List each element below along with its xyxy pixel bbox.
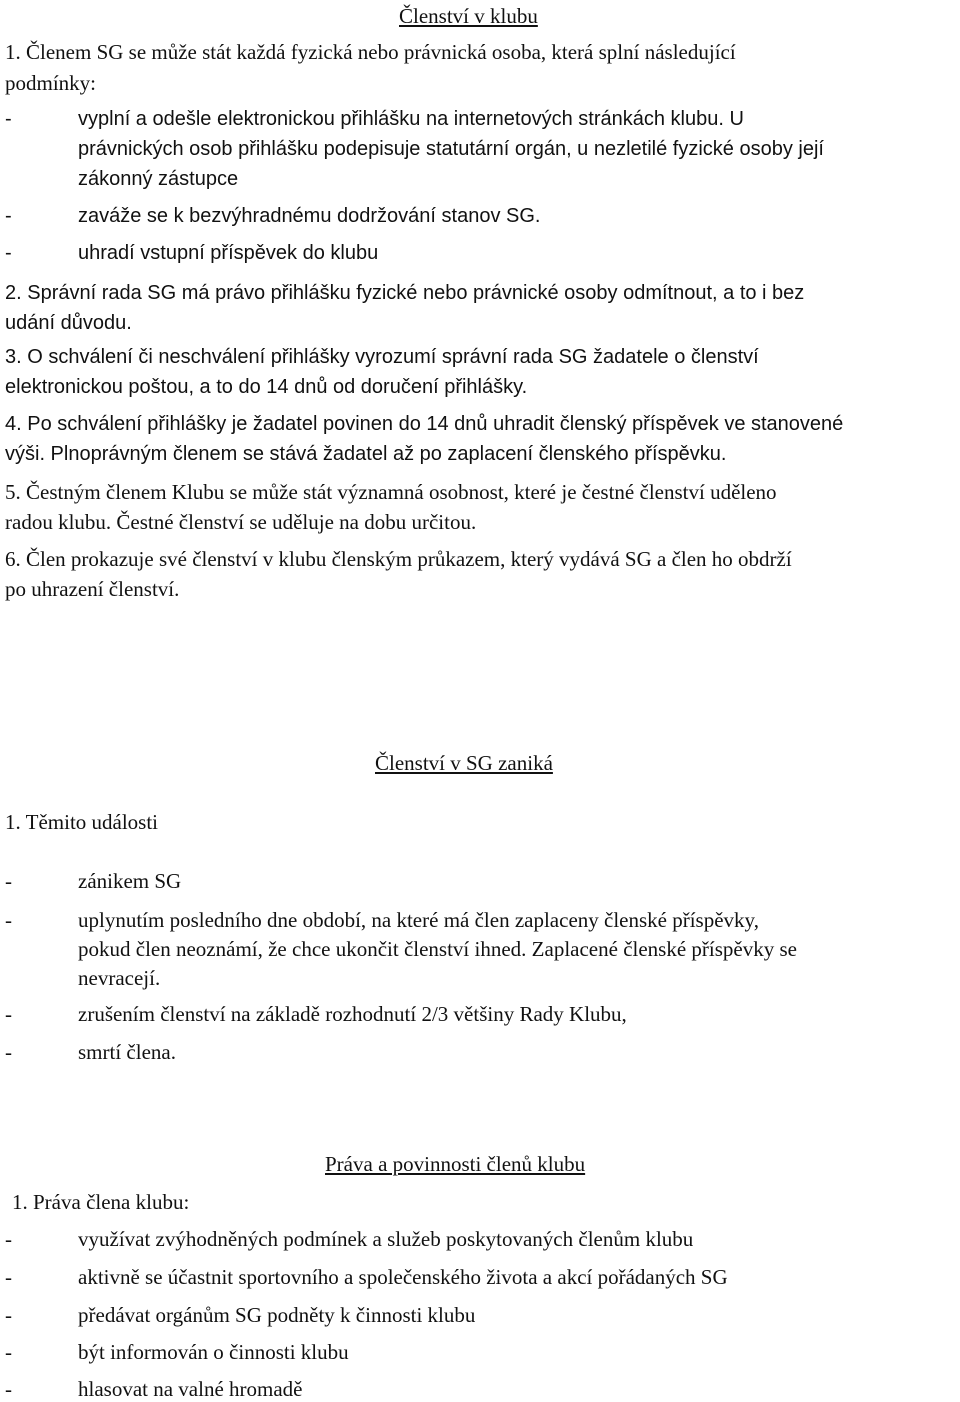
- end-bullet3: zrušením členství na základě rozhodnutí 2/3 většiny Rady Klubu,: [78, 1002, 627, 1026]
- dash: -: [5, 1227, 12, 1251]
- item3-line2: elektronickou poštou, a to do 14 dnů od doručení přihlášky.: [5, 376, 528, 398]
- bullet1-line3: zákonný zástupce: [78, 168, 239, 190]
- dash: -: [5, 108, 12, 130]
- end-bullet2-line1: uplynutím posledního dne období, na které má člen zaplaceny členské příspěvky,: [78, 908, 759, 932]
- rights-bullet5: hlasovat na valné hromadě: [78, 1377, 303, 1401]
- bullet1-line1: vyplní a odešle elektronickou přihlášku na internetových stránkách klubu. U: [78, 108, 744, 130]
- section-title-membership: Členství v klubu: [399, 4, 538, 28]
- end-bullet2-line2: pokud člen neoznámí, že chce ukončit členství ihned. Zaplacené členské příspěvky se: [78, 937, 797, 961]
- section2-intro: 1. Těmito události: [5, 810, 159, 834]
- item2-line2: udání důvodu.: [5, 312, 132, 334]
- end-bullet2-line3: nevracejí.: [78, 966, 161, 990]
- item6-line2: po uhrazení členství.: [5, 577, 180, 601]
- dash: -: [5, 869, 12, 893]
- section-title-membership-ends: Členství v SG zaniká: [375, 751, 553, 775]
- section3-intro: 1. Práva člena klubu:: [12, 1190, 190, 1214]
- dash: -: [5, 1040, 12, 1064]
- bullet1-line2: právnických osob přihlášku podepisuje statutární orgán, u nezletilé fyzické osoby její: [78, 138, 824, 160]
- item5-line1: 5. Čestným členem Klubu se může stát významná osobnost, které je čestné členství uděleno: [5, 480, 777, 504]
- dash: -: [5, 1265, 12, 1289]
- item5-line2: radou klubu. Čestné členství se uděluje na dobu určitou.: [5, 510, 477, 534]
- rights-bullet3: předávat orgánům SG podněty k činnosti klubu: [78, 1303, 476, 1327]
- dash: -: [5, 205, 12, 227]
- section-title-rights-duties: Práva a povinnosti členů klubu: [325, 1152, 586, 1176]
- dash: -: [5, 1303, 12, 1327]
- rights-bullet1: využívat zvýhodněných podmínek a služeb poskytovaných členům klubu: [78, 1227, 694, 1251]
- dash: -: [5, 1002, 12, 1026]
- item4-line1: 4. Po schválení přihlášky je žadatel povinen do 14 dnů uhradit členský příspěvek ve stanovené: [5, 413, 844, 435]
- dash: -: [5, 242, 12, 264]
- item1-line2: podmínky:: [5, 71, 97, 95]
- item1-line1: 1. Členem SG se může stát každá fyzická nebo právnická osoba, která splní následující: [5, 40, 736, 64]
- item3-line1: 3. O schválení či neschválení přihlášky vyrozumí správní rada SG žadatele o členství: [5, 346, 759, 368]
- bullet2-line1: zaváže se k bezvýhradnému dodržování stanov SG.: [78, 205, 541, 227]
- rights-bullet2: aktivně se účastnit sportovního a společenského života a akcí pořádaných SG: [78, 1265, 728, 1289]
- dash: -: [5, 1340, 12, 1364]
- end-bullet1: zánikem SG: [78, 869, 182, 893]
- item6-line1: 6. Člen prokazuje své členství v klubu členským průkazem, který vydává SG a člen ho obdrží: [5, 547, 792, 571]
- item4-line2: výši. Plnoprávným členem se stává žadatel až po zaplacení členského příspěvku.: [5, 443, 727, 465]
- item2-line1: 2. Správní rada SG má právo přihlášku fyzické nebo právnické osoby odmítnout, a to i bez: [5, 282, 805, 304]
- end-bullet4: smrtí člena.: [78, 1040, 176, 1064]
- dash: -: [5, 1377, 12, 1401]
- rights-bullet4: být informován o činnosti klubu: [78, 1340, 349, 1364]
- bullet3-line1: uhradí vstupní příspěvek do klubu: [78, 242, 379, 264]
- dash: -: [5, 908, 12, 932]
